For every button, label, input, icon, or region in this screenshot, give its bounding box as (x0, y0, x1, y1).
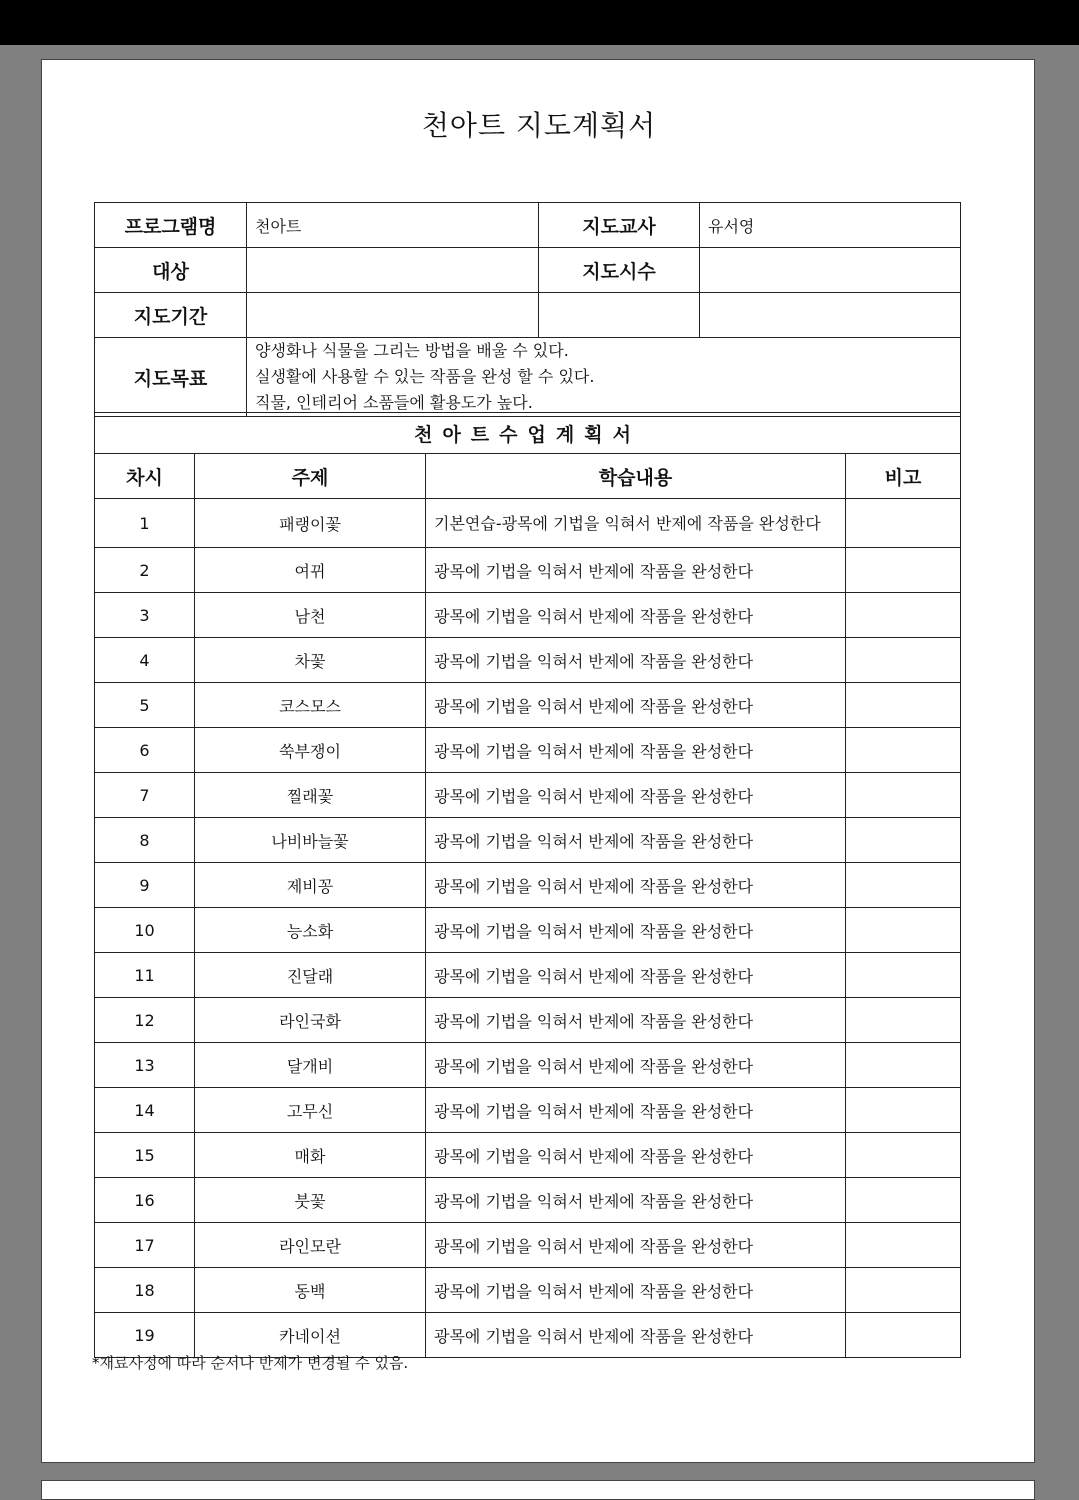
note-cell (846, 1043, 961, 1088)
info-row-goal (95, 338, 961, 417)
info-row-period (95, 293, 961, 338)
session-number: 17 (95, 1223, 195, 1268)
table-row (95, 818, 961, 863)
session-number: 8 (95, 818, 195, 863)
note-cell (846, 1313, 961, 1358)
plan-banner: 천아트수업계획서 (95, 413, 961, 454)
note-cell (846, 1088, 961, 1133)
topic-cell: 남천 (195, 593, 426, 638)
note-cell (846, 818, 961, 863)
content-cell: 광목에 기법을 익혀서 반제에 작품을 완성한다 (426, 863, 846, 908)
document-title: 천아트 지도계획서 (421, 109, 657, 142)
topic-cell: 라인국화 (195, 998, 426, 1043)
content-cell: 광목에 기법을 익혀서 반제에 작품을 완성한다 (426, 908, 846, 953)
footnote: *재료사정에 따라 순서나 반제가 변경될 수 있음. (92, 1354, 409, 1372)
content-cell: 광목에 기법을 익혀서 반제에 작품을 완성한다 (426, 1268, 846, 1313)
empty-cell (539, 293, 700, 338)
table-row (95, 863, 961, 908)
note-cell (846, 773, 961, 818)
content-cell: 광목에 기법을 익혀서 반제에 작품을 완성한다 (426, 1043, 846, 1088)
plan-banner-row (95, 413, 961, 454)
goal-item: 직물, 인테리어 소품들에 활용도가 높다. (255, 393, 533, 412)
note-cell (846, 953, 961, 998)
table-row (95, 593, 961, 638)
session-number: 16 (95, 1178, 195, 1223)
session-number: 13 (95, 1043, 195, 1088)
table-row (95, 1088, 961, 1133)
note-cell (846, 683, 961, 728)
topic-cell: 붓꽃 (195, 1178, 426, 1223)
session-number: 15 (95, 1133, 195, 1178)
viewer-top-bar (0, 0, 1079, 45)
note-cell (846, 863, 961, 908)
program-value: 천아트 (247, 203, 539, 248)
note-cell (846, 908, 961, 953)
topic-cell: 제비꽁 (195, 863, 426, 908)
session-number: 9 (95, 863, 195, 908)
content-cell: 광목에 기법을 익혀서 반제에 작품을 완성한다 (426, 1178, 846, 1223)
topic-cell: 코스모스 (195, 683, 426, 728)
topic-cell: 고무신 (195, 1088, 426, 1133)
note-cell (846, 1133, 961, 1178)
header-topic: 주제 (195, 454, 426, 499)
session-number: 1 (95, 499, 195, 548)
table-row (95, 1268, 961, 1313)
table-row (95, 548, 961, 593)
content-cell: 광목에 기법을 익혀서 반제에 작품을 완성한다 (426, 593, 846, 638)
note-cell (846, 548, 961, 593)
teacher-value: 유서영 (700, 203, 961, 248)
note-cell (846, 1268, 961, 1313)
lesson-plan-table (94, 412, 961, 1358)
document-page (41, 59, 1035, 1463)
content-cell: 광목에 기법을 익혀서 반제에 작품을 완성한다 (426, 818, 846, 863)
content-cell: 광목에 기법을 익혀서 반제에 작품을 완성한다 (426, 638, 846, 683)
topic-cell: 찔래꽃 (195, 773, 426, 818)
note-cell (846, 499, 961, 548)
period-value (247, 293, 539, 338)
table-row (95, 773, 961, 818)
content-cell: 광목에 기법을 익혀서 반제에 작품을 완성한다 (426, 1223, 846, 1268)
table-row (95, 1043, 961, 1088)
topic-cell: 진달래 (195, 953, 426, 998)
content-cell: 광목에 기법을 익혀서 반제에 작품을 완성한다 (426, 683, 846, 728)
session-number: 2 (95, 548, 195, 593)
session-number: 7 (95, 773, 195, 818)
header-session: 차시 (95, 454, 195, 499)
topic-cell: 달개비 (195, 1043, 426, 1088)
table-row (95, 728, 961, 773)
session-number: 11 (95, 953, 195, 998)
content-cell: 광목에 기법을 익혀서 반제에 작품을 완성한다 (426, 773, 846, 818)
table-row (95, 998, 961, 1043)
program-label: 프로그램명 (95, 203, 247, 248)
table-row (95, 1313, 961, 1358)
content-cell: 광목에 기법을 익혀서 반제에 작품을 완성한다 (426, 953, 846, 998)
content-cell: 광목에 기법을 익혀서 반제에 작품을 완성한다 (426, 548, 846, 593)
table-row (95, 1178, 961, 1223)
content-cell: 광목에 기법을 익혀서 반제에 작품을 완성한다 (426, 998, 846, 1043)
topic-cell: 라인모란 (195, 1223, 426, 1268)
session-number: 3 (95, 593, 195, 638)
note-cell (846, 1178, 961, 1223)
info-row-target (95, 248, 961, 293)
table-row (95, 1223, 961, 1268)
session-number: 5 (95, 683, 195, 728)
note-cell (846, 1223, 961, 1268)
period-label: 지도기간 (95, 293, 247, 338)
topic-cell: 능소화 (195, 908, 426, 953)
hours-label: 지도시수 (539, 248, 700, 293)
teacher-label: 지도교사 (539, 203, 700, 248)
table-row (95, 1133, 961, 1178)
note-cell (846, 593, 961, 638)
content-cell: 광목에 기법을 익혀서 반제에 작품을 완성한다 (426, 1088, 846, 1133)
note-cell (846, 638, 961, 683)
table-row (95, 953, 961, 998)
note-cell (846, 998, 961, 1043)
goal-label: 지도목표 (95, 338, 247, 417)
table-row (95, 638, 961, 683)
goal-item: 실생활에 사용할 수 있는 작품을 완성 할 수 있다. (255, 367, 595, 386)
topic-cell: 나비바늘꽃 (195, 818, 426, 863)
content-cell: 광목에 기법을 익혀서 반제에 작품을 완성한다 (426, 1133, 846, 1178)
topic-cell: 여뀌 (195, 548, 426, 593)
goal-item: 양생화나 식물을 그리는 방법을 배울 수 있다. (255, 341, 569, 360)
topic-cell: 차꽃 (195, 638, 426, 683)
header-content: 학습내용 (426, 454, 846, 499)
plan-body (95, 499, 961, 1358)
target-value (247, 248, 539, 293)
content-cell: 광목에 기법을 익혀서 반제에 작품을 완성한다 (426, 1313, 846, 1358)
next-page (41, 1480, 1035, 1500)
content-cell: 기본연습-광목에 기법을 익혀서 반제에 작품을 완성한다 (426, 499, 846, 548)
session-number: 10 (95, 908, 195, 953)
content-cell: 광목에 기법을 익혀서 반제에 작품을 완성한다 (426, 728, 846, 773)
header-note: 비고 (846, 454, 961, 499)
plan-header-row (95, 454, 961, 499)
table-row (95, 499, 961, 548)
session-number: 14 (95, 1088, 195, 1133)
target-label: 대상 (95, 248, 247, 293)
goal-list (247, 338, 961, 417)
topic-cell: 동백 (195, 1268, 426, 1313)
note-cell (846, 728, 961, 773)
topic-cell: 매화 (195, 1133, 426, 1178)
info-table (94, 202, 961, 417)
hours-value (700, 248, 961, 293)
session-number: 18 (95, 1268, 195, 1313)
session-number: 19 (95, 1313, 195, 1358)
session-number: 4 (95, 638, 195, 683)
empty-cell (700, 293, 961, 338)
topic-cell: 패랭이꽃 (195, 499, 426, 548)
table-row (95, 683, 961, 728)
session-number: 12 (95, 998, 195, 1043)
session-number: 6 (95, 728, 195, 773)
topic-cell: 카네이션 (195, 1313, 426, 1358)
info-row-program (95, 203, 961, 248)
topic-cell: 쑥부쟁이 (195, 728, 426, 773)
table-row (95, 908, 961, 953)
